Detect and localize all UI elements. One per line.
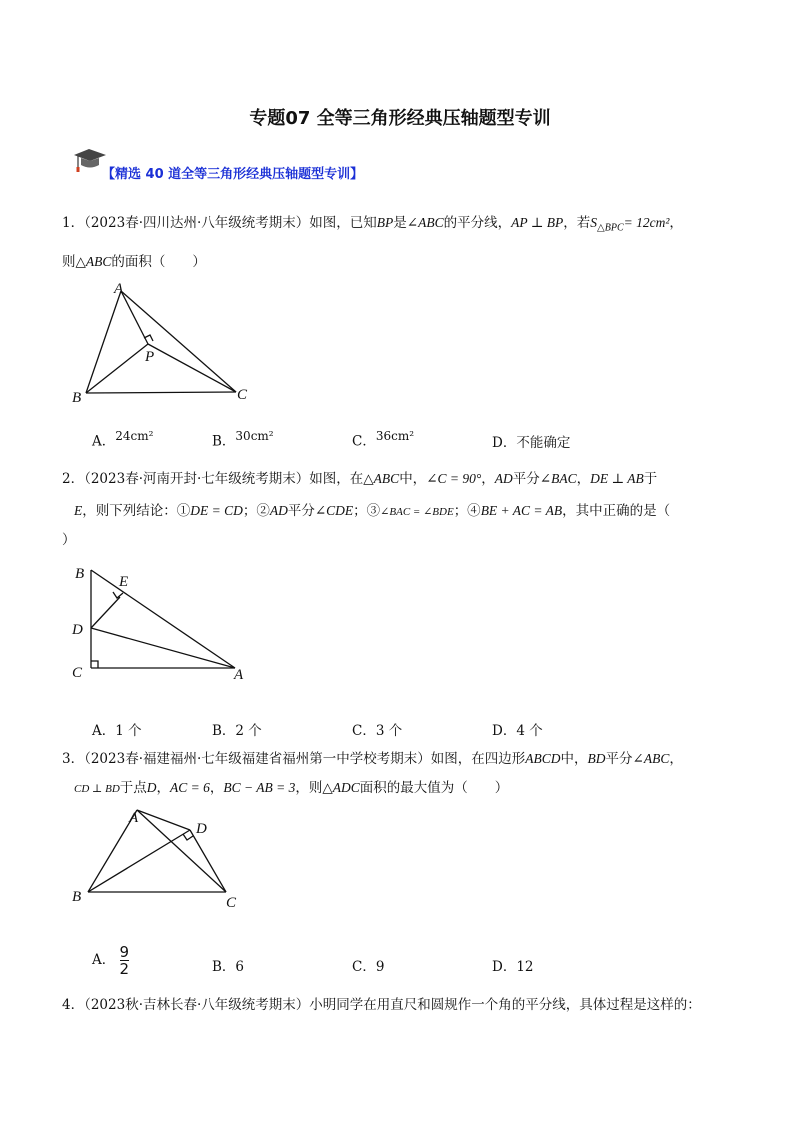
option-d[interactable] [492, 719, 543, 739]
math: D [146, 780, 157, 795]
option-value: 4 个 [516, 723, 543, 739]
label-p: P [145, 349, 155, 365]
option-letter: C． [352, 723, 376, 739]
option-value: 1 个 [115, 723, 142, 739]
text: （2023春·福建福州·七年级福建省福州第一中学校考期末）如图，在四边形 [84, 751, 526, 767]
question-source: （2023春·四川达州·八年级统考期末）如图，已知 [84, 215, 377, 231]
option-letter: B． [212, 959, 236, 975]
text: 于 [643, 471, 658, 487]
text: ，则下列结论：① [82, 503, 191, 519]
option-value: 9 [375, 959, 385, 975]
text: ， [669, 751, 683, 767]
label-d: D [196, 821, 207, 837]
option-d[interactable] [492, 955, 534, 975]
math: ∠BAC [539, 471, 577, 486]
text: （2023春·河南开封·七年级统考期末）如图，在 [84, 471, 364, 487]
math: ∠BAC = ∠BDE [380, 506, 454, 518]
math-s: S [590, 215, 598, 230]
math-bp: BP [376, 215, 394, 230]
text: ， [669, 215, 683, 231]
math-sub-bpc: △BPC [597, 222, 624, 234]
question-text: （2023秋·吉林长春·八年级统考期末）小明同学在用直尺和圆规作一个角的平分线，具体过程是这样的： [84, 997, 701, 1013]
section-label: 【精选 40 道全等三角形经典压轴题型专训】 [102, 167, 364, 182]
option-letter: C． [352, 433, 376, 450]
math: AD [269, 503, 288, 518]
text: 于点 [119, 780, 147, 796]
option-letter: C． [352, 959, 376, 975]
text: 的平分线， [443, 215, 512, 231]
option-c[interactable] [352, 429, 414, 450]
fraction [120, 944, 130, 977]
text: 平分 [605, 751, 633, 767]
option-b[interactable] [212, 429, 274, 450]
question-4-line-1 [62, 995, 701, 1015]
label-c: C [237, 387, 248, 403]
label-d: D [72, 622, 83, 638]
math: △ADC [322, 780, 360, 795]
question-3-line-2 [74, 778, 508, 799]
option-letter: A． [92, 433, 116, 450]
text: 平分 [287, 503, 315, 519]
question-2-line-2 [74, 501, 670, 522]
text: 是 [393, 215, 407, 231]
label-b: B [72, 390, 82, 406]
math: BD [587, 751, 606, 766]
text: ， [481, 471, 495, 487]
math-area-value: = 12cm² [623, 215, 670, 230]
option-letter: B． [212, 433, 236, 450]
text: ， [576, 471, 591, 487]
question-2-line-3: ） [62, 532, 76, 548]
text: ；④ [453, 503, 481, 519]
option-letter: D． [492, 723, 517, 739]
option-b[interactable] [212, 955, 244, 975]
math: DE ⊥ AB [590, 471, 644, 486]
text: 面积的最大值为（ ） [359, 780, 509, 796]
label-c: C [72, 665, 83, 681]
label-a: A [129, 810, 139, 826]
option-value: 30cm² [235, 429, 274, 443]
label-a: A [114, 281, 124, 297]
math-triangle-abc: △ABC [75, 254, 112, 269]
label-b: B [72, 889, 82, 905]
numerator: 9 [119, 943, 130, 961]
math: ABCD [525, 751, 561, 766]
question-1-line-1 [62, 213, 683, 239]
math: AD [494, 471, 513, 486]
text: ， [209, 780, 224, 796]
text: ；② [242, 503, 270, 519]
option-value: 24cm² [115, 429, 154, 443]
math: ∠C = 90° [426, 471, 482, 486]
option-letter: A． [92, 723, 116, 739]
option-value: 不能确定 [516, 435, 571, 451]
text: ，其中正确的是（ [562, 503, 671, 519]
question-3-line-1 [62, 749, 683, 769]
question-number: 3． [62, 751, 85, 767]
question-number: 2． [62, 471, 85, 487]
text: 中， [560, 751, 588, 767]
question-2-line-1 [62, 469, 657, 489]
option-a[interactable] [92, 944, 129, 977]
text: 平分 [512, 471, 540, 487]
math: DE = CD [190, 503, 243, 518]
math: △ABC [363, 471, 400, 486]
denominator: 2 [119, 960, 130, 978]
text: 则 [62, 254, 76, 270]
option-letter: B． [212, 723, 236, 739]
math-ap-perp-bp: AP ⊥ BP [511, 215, 564, 230]
option-letter: A． [92, 952, 116, 968]
option-a[interactable] [92, 429, 153, 450]
question-number: 4． [62, 997, 85, 1013]
figure-q1 [60, 275, 260, 410]
label-b: B [75, 566, 85, 582]
math: BC − AB = 3 [223, 780, 296, 795]
text: ，若 [563, 215, 591, 231]
option-letter: D． [492, 959, 517, 975]
math: BE + AC = AB [480, 503, 563, 518]
option-d[interactable] [492, 431, 570, 451]
option-value: 2 个 [235, 723, 262, 739]
math: CD ⊥ BD [74, 783, 120, 795]
label-e: E [119, 574, 129, 590]
text: ，则 [295, 780, 323, 796]
option-a[interactable] [92, 719, 142, 739]
option-value: 12 [516, 959, 534, 975]
text: 中， [399, 471, 427, 487]
option-value: 3 个 [375, 723, 403, 739]
option-letter: D． [492, 435, 517, 451]
math: ∠CDE [314, 503, 354, 518]
math: ∠ABC [632, 751, 670, 766]
option-value: 36cm² [375, 429, 415, 443]
label-a: A [234, 667, 244, 683]
math: E [74, 503, 83, 518]
text: ；③ [353, 503, 381, 519]
question-number: 1． [62, 215, 85, 231]
math: AC = 6 [170, 780, 210, 795]
text: ， [156, 780, 171, 796]
figure-q2 [60, 558, 260, 688]
question-1-line-2 [62, 252, 206, 272]
option-c[interactable] [352, 955, 384, 975]
option-c[interactable] [352, 719, 402, 739]
text: 的面积（ ） [111, 254, 206, 270]
math-angle-abc: ∠ABC [406, 215, 444, 230]
label-c: C [226, 895, 237, 910]
option-value: 6 [235, 959, 245, 975]
option-b[interactable] [212, 719, 262, 739]
page-title: 专题07 全等三角形经典压轴题型专训 [249, 108, 551, 129]
figure-q3 [60, 800, 260, 910]
